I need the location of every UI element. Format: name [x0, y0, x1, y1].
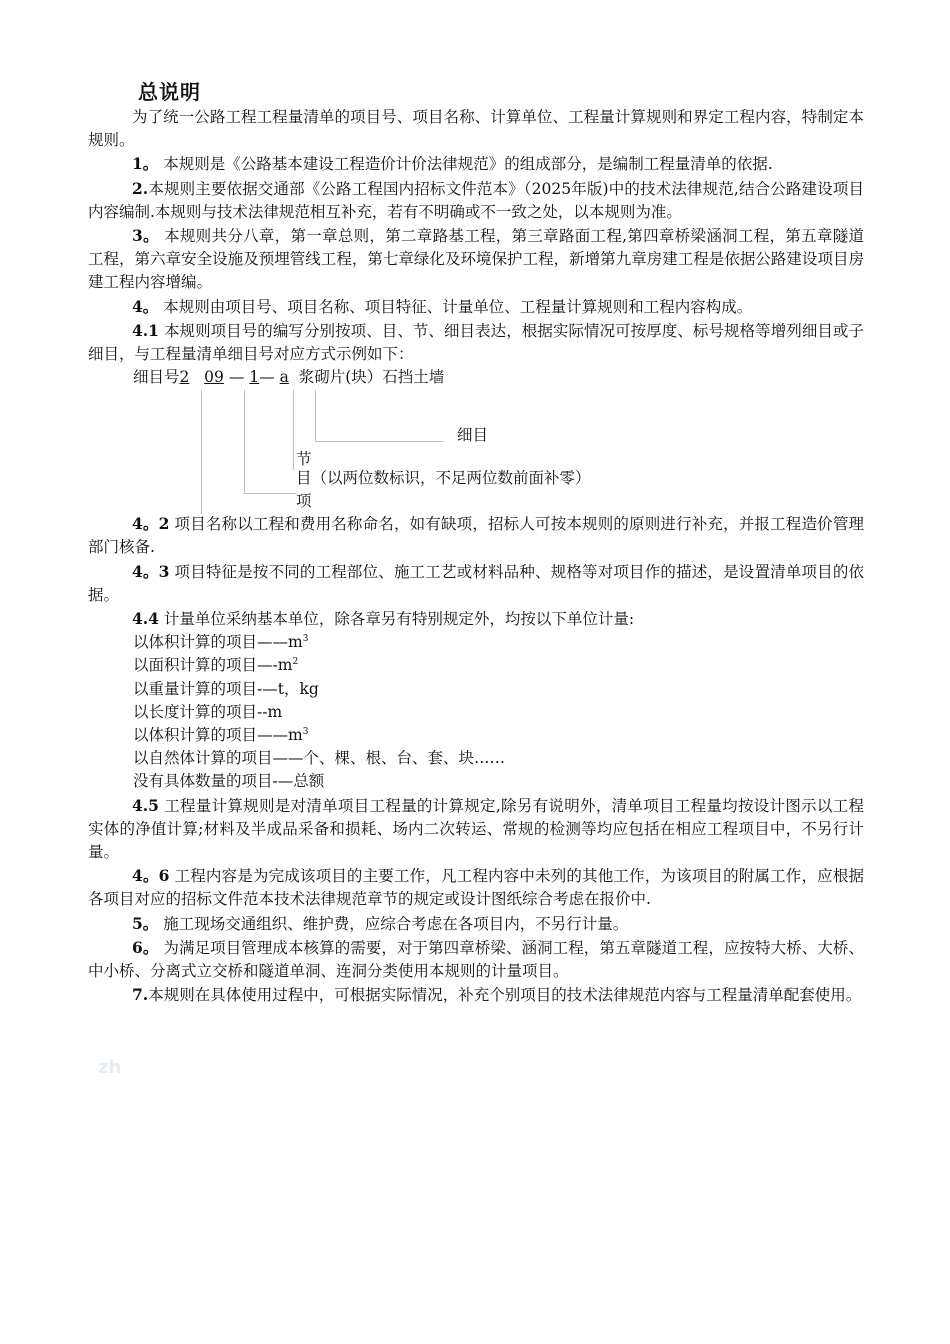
label-jie: 节 — [296, 450, 312, 469]
label-ximu: 细目 — [457, 426, 489, 445]
connector-line-xiang-h — [244, 493, 296, 494]
paragraph-6-text: 为满足项目管理成本核算的需要，对于第四章桥梁、涵洞工程，第五章隧道工程，应按特大桥、大桥、中小桥、分离式立交桥和隧道单洞、连洞分类使用本规则的计量项目。 — [88, 938, 864, 981]
unit-line — [88, 770, 864, 793]
label-mu: 目（以两位数标识，不足两位数前面补零） — [296, 469, 591, 488]
item-code-jie: 1 — [249, 368, 260, 387]
paragraph-2 — [88, 177, 864, 224]
paragraph-3-text: 本规则共分八章，第一章总则，第二章路基工程，第三章路面工程,第四章桥梁涵洞工程，第五章隧道工程，第六章安全设施及预埋管线工程，第七章绿化及环境保护工程，新增第九章房建工程是依据公路建设项目房建工程内容增编。 — [88, 227, 864, 292]
item-code-mu: 09 — [204, 368, 224, 387]
unit-text: 以长度计算的项目--m — [133, 702, 283, 721]
label-xiang: 项 — [296, 492, 312, 511]
unit-text: 以面积计算的项目—-m — [133, 656, 293, 675]
item-code-suffix: 浆砌片(块）石挡土墙 — [298, 368, 445, 387]
paragraph-4-6-text: 工程内容是为完成该项目的主要工作，凡工程内容中未列的其他工作，为该项目的附属工作，应根据各项目对应的招标文件范本技术法律规范章节的规定或设计图纸综合考虑在报价中. — [88, 867, 864, 909]
paragraph-4-2 — [88, 512, 864, 559]
document-body — [88, 106, 864, 1008]
unit-line — [88, 747, 864, 770]
paragraph-4-3 — [88, 560, 864, 607]
paragraph-4-2-text: 项目名称以工程和费用名称命名，如有缺项，招标人可按本规则的原则进行补充，并报工程造价管理部门核备. — [88, 515, 864, 557]
unit-superscript: 3 — [302, 634, 309, 645]
unit-superscript: 3 — [302, 726, 309, 737]
connector-line-ximu — [315, 390, 316, 442]
intro-text: 为了统一公路工程工程量清单的项目号、项目名称、计算单位、工程量计算规则和界定工程内容，特制定本规则。 — [88, 108, 864, 150]
paragraph-4-4-text: 计量单位采纳基本单位，除各章另有特别规定外，均按以下单位计量: — [158, 610, 635, 629]
item-code-xiang: 2 — [179, 368, 190, 387]
unit-text: 以重量计算的项目-—t，kg — [133, 679, 319, 698]
paragraph-7-text: 本规则在具体使用过程中，可根据实际情况，补充个别项目的技术法律规范内容与工程量清单配套使用。 — [148, 986, 862, 1005]
intro-paragraph — [88, 106, 864, 152]
paragraph-3 — [88, 224, 864, 295]
paragraph-1-text: 本规则是《公路基本建设工程造价计价法律规范》的组成部分，是编制工程量清单的依据. — [158, 155, 773, 174]
unit-line — [88, 724, 864, 747]
paragraph-4-text: 本规则由项目号、项目名称、项目特征、计量单位、工程量计算规则和工程内容构成。 — [158, 297, 753, 316]
paragraph-4-6 — [88, 864, 864, 911]
paragraph-1 — [88, 152, 864, 176]
connector-line-jie — [293, 390, 294, 470]
paragraph-4-4-number: 4.4 — [132, 609, 159, 629]
unit-text: 以体积计算的项目——m — [133, 633, 303, 652]
watermark: zh — [98, 1057, 122, 1078]
unit-line — [88, 678, 864, 701]
paragraph-4-2-number: 4。2 — [132, 514, 170, 534]
paragraph-4-1-text: 本规则项目号的编写分别按项、目、节、细目表达，根据实际情况可按厚度、标号规格等增列细目或子细目，与工程量清单细目号对应方式示例如下： — [88, 321, 864, 364]
paragraph-4-5-number: 4.5 — [132, 795, 159, 815]
unit-line — [88, 631, 864, 654]
unit-superscript: 2 — [292, 657, 299, 668]
item-code-dash-1: — — [228, 368, 245, 387]
paragraph-4-5 — [88, 794, 864, 865]
paragraph-4-3-text: 项目特征是按不同的工程部位、施工工艺或材料品种、规格等对项目作的描述，是设置清单项目的依据。 — [88, 562, 864, 604]
paragraph-4-6-number: 4。6 — [132, 866, 170, 886]
paragraph-5-number: 5。 — [132, 913, 159, 933]
unit-line — [88, 701, 864, 724]
paragraph-6-number: 6。 — [132, 937, 159, 957]
paragraph-4-number: 4。 — [132, 296, 159, 316]
connector-line-outer — [201, 390, 202, 514]
connector-line-ximu-h — [315, 441, 443, 442]
item-code-diagram — [88, 366, 864, 512]
document-title: 总说明 — [138, 80, 201, 104]
paragraph-5 — [88, 912, 864, 936]
paragraph-2-text: 本规则主要依据交通部《公路工程国内招标文件范本》（2025年版)中的技术法律规范,结合公路建设项目内容编制.本规则与技术法律规范相互补充，若有不明确或不一致之处，以本规则为准。 — [88, 179, 864, 221]
paragraph-1-number: 1。 — [132, 154, 159, 174]
unit-text: 没有具体数量的项目-—总额 — [133, 772, 325, 791]
unit-text: 以体积计算的项目——m — [133, 726, 303, 745]
item-code-prefix: 细目号 — [133, 368, 180, 387]
paragraph-4-1 — [88, 319, 864, 366]
connector-line-xiang — [244, 390, 245, 494]
paragraph-4-3-number: 4。3 — [132, 561, 170, 581]
paragraph-4 — [88, 295, 864, 319]
item-code-line — [133, 366, 444, 389]
paragraph-3-number: 3。 — [132, 226, 159, 246]
unit-text: 以自然体计算的项目——个、棵、根、台、套、块…… — [133, 749, 506, 768]
unit-line — [88, 654, 864, 677]
item-code-ximu: a — [279, 368, 289, 387]
paragraph-6 — [88, 936, 864, 983]
paragraph-4-5-text: 工程量计算规则是对清单项目工程量的计算规定,除另有说明外，清单项目工程量均按设计图示以工程实体的净值计算;材料及半成品采备和损耗、场内二次转运、常规的检测等均应包括在相应工程项目中，不另行计量。 — [88, 796, 864, 862]
paragraph-5-text: 施工现场交通组织、维护费，应综合考虑在各项目内，不另行计量。 — [158, 914, 629, 933]
paragraph-7 — [88, 983, 864, 1007]
paragraph-4-4 — [88, 607, 864, 631]
paragraph-7-number: 7. — [132, 985, 149, 1005]
paragraph-2-number: 2. — [132, 178, 149, 198]
paragraph-4-1-number: 4.1 — [132, 320, 159, 340]
item-code-dash-2: — — [259, 368, 275, 387]
